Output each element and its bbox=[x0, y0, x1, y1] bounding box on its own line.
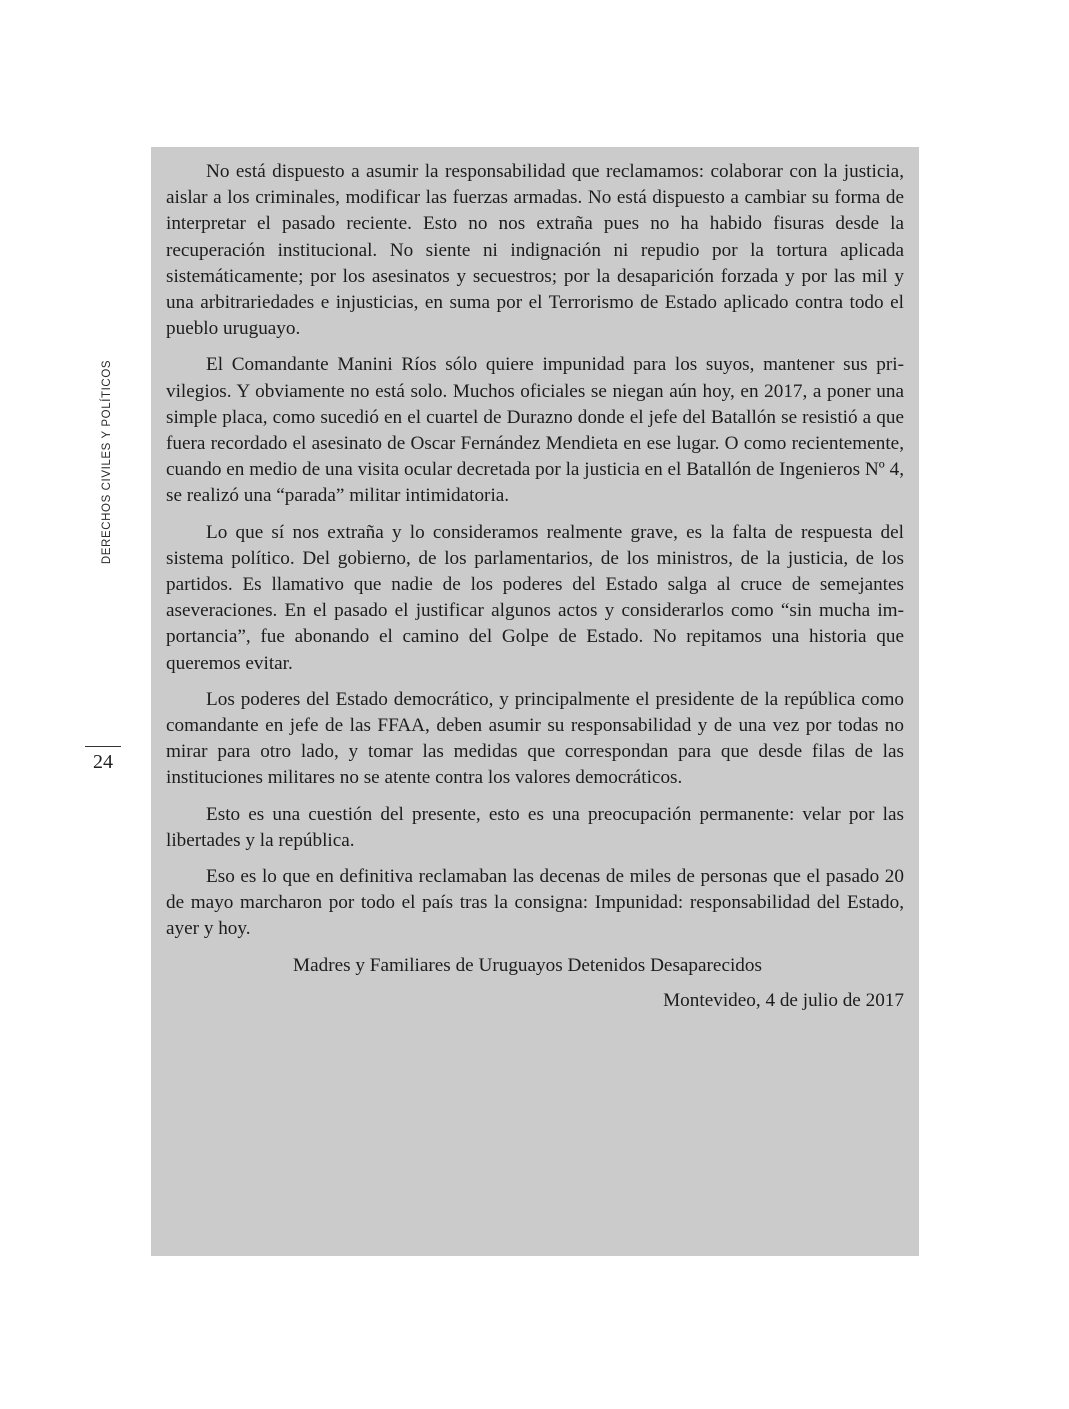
signature-line: Madres y Familiares de Uruguayos Detenidos Desaparecidos bbox=[293, 954, 762, 976]
paragraph-5: Esto es una cuestión del presente, esto es una preocupación permanente: velar por las libertades y la república. bbox=[166, 803, 904, 851]
paragraph-2: El Comandante Manini Ríos sólo quiere impunidad para los suyos, mantener sus privilegios. Y obviamente no está solo. Muchos oficiales se niegan aún hoy, en 2017, a poner una simple placa, como sucedió en el cuartel de Durazno donde el jefe del Batallón se resistió a que fuera recordado el asesinato de Oscar Fernández Mendieta en ese lugar. O como recientemente, cuando en medio de una visita ocular decretada por la justicia en el Batallón de Ingenieros Nº 4, se realizó una “parada” militar intimidatoria. bbox=[166, 354, 904, 507]
paragraph-4: Los poderes del Estado democrático, y principalmente el presidente de la república como comandante en jefe de las FFAA, deben asumir su responsabilidad y de una vez por todas no mirar para otro lado, y tomar las medidas que correspondan para que desde filas de las instituciones militares no se atente contra los valores democráticos. bbox=[166, 688, 904, 789]
shaded-text-box bbox=[151, 147, 919, 1256]
paragraph-1: No está dispuesto a asumir la responsabilidad que reclamamos: colaborar con la justicia, aislar a los criminales, modificar las fuerzas armadas. No está dispuesto a cambiar su forma de interpretar el pasado reciente. Esto no nos extraña pues no ha habido fisuras desde la recuperación institucional. No siente ni indignación ni repudio por la tortura aplicada sistemáticamente; por los asesinatos y secuestros; por la desaparición forzada y por las mil y una arbitrariedades e injusticias, en suma por el Terrorismo de Estado aplicado contra todo el pueblo uruguayo. bbox=[166, 161, 904, 340]
paragraph-3: Lo que sí nos extraña y lo consideramos realmente grave, es la falta de respuesta del sistema político. Del gobierno, de los parlamentarios, de los ministros, de la justicia, de los partidos. Es llamativo que nadie de los poderes del Estado salga al cruce de semejantes aseveraciones. En el pasado el justificar algunos actos y considerarlos como “sin mucha importancia”, fue abonando el camino del Golpe de Estado. No repitamos una historia que queremos evitar. bbox=[166, 521, 904, 674]
page-number-rule bbox=[85, 746, 121, 747]
paragraph-6: Eso es lo que en definitiva reclamaban las decenas de miles de personas que el pasado 20 de mayo marcharon por todo el país tras la consigna: Impunidad: responsabilidad del Estado, ayer y hoy. bbox=[166, 866, 904, 940]
dateline: Montevideo, 4 de julio de 2017 bbox=[663, 989, 904, 1011]
running-header-vertical: DERECHOS CIVILES Y POLÍTICOS bbox=[101, 359, 113, 565]
page-number: 24 bbox=[93, 751, 113, 773]
